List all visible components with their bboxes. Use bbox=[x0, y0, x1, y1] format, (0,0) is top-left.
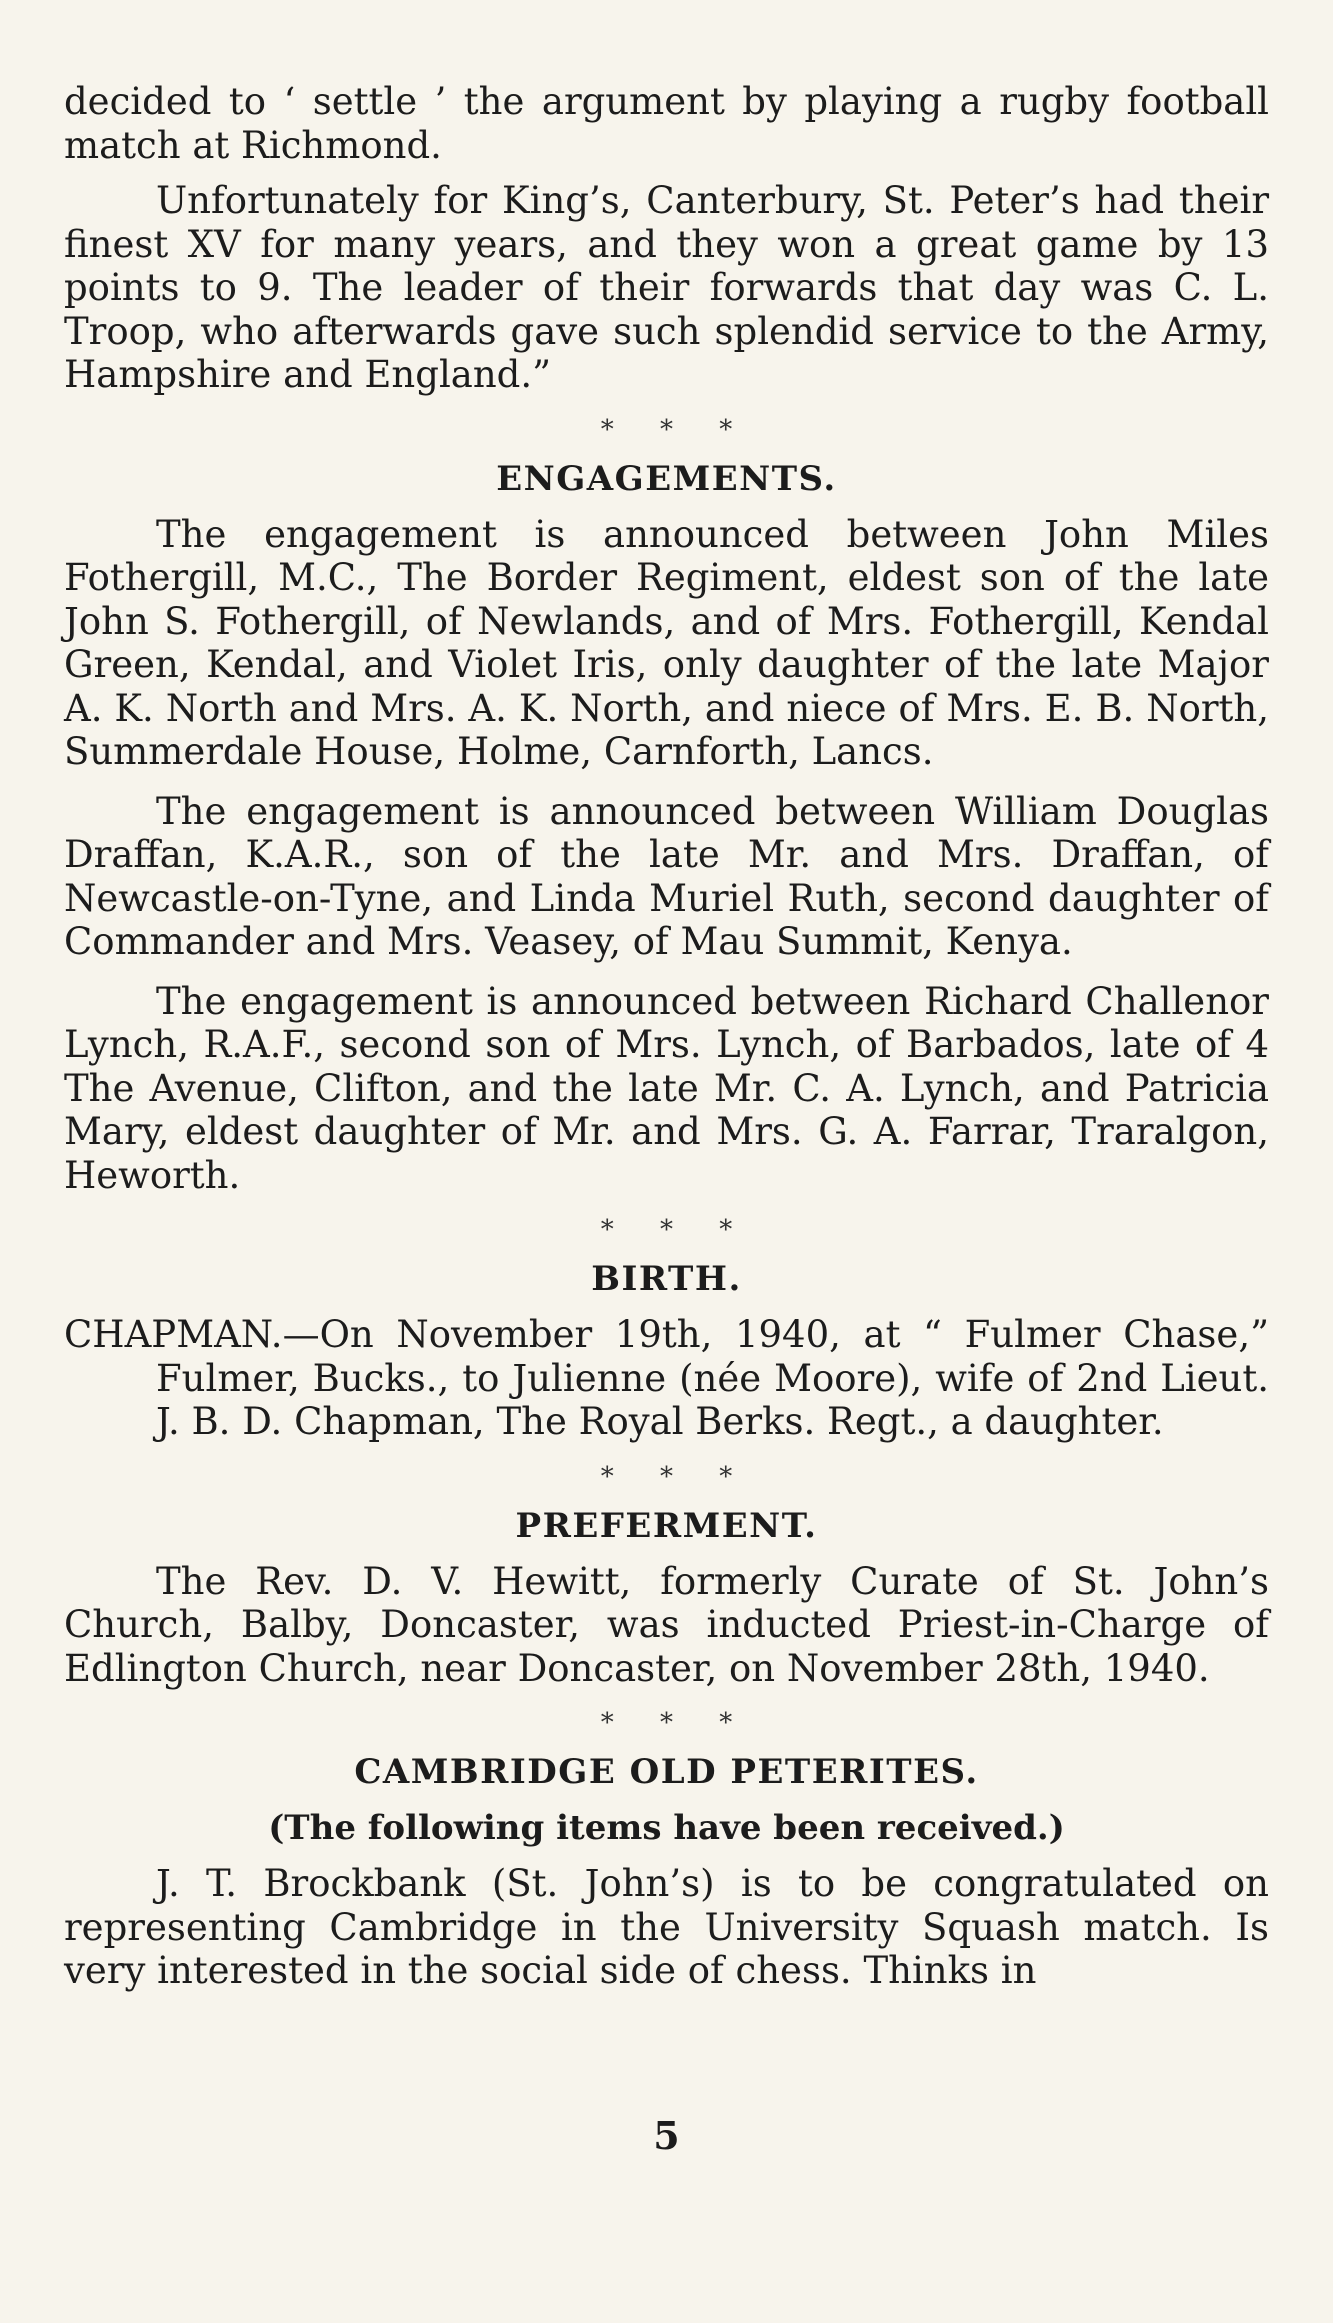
section-separator: * * * bbox=[600, 414, 733, 445]
intro-paragraph-rugby-match: Unfortunately for King’s, Canterbury, St. Peter’s had their finest XV for many years, and they won a great game by 13 points to 9. The leader of their forwards that day was C. L. Troop, who afterwards gave such splendid service to the Army, Hampshire and England.” bbox=[64, 179, 1269, 396]
preferment-announcement: The Rev. D. V. Hewitt, formerly Curate of St. John’s Church, Balby, Doncaster, was inducted Priest-in-Charge of Edlington Church, near Doncaster, on November 28th, 1940. bbox=[64, 1559, 1269, 1690]
page-number: 5 bbox=[653, 2113, 680, 2158]
birth-announcement: CHAPMAN.—On November 19th, 1940, at “ Fulmer Chase,” Fulmer, Bucks., to Julienne (née Moore), wife of 2nd Lieut. J. B. D. Chapman, The Royal Berks. Regt., a daughter. bbox=[64, 1313, 1269, 1443]
intro-paragraph-continuation: decided to ‘ settle ’ the argument by playing a rugby football match at Richmond. bbox=[64, 80, 1269, 167]
section-separator: * * * bbox=[600, 1461, 733, 1492]
section-separator: * * * bbox=[600, 1708, 733, 1738]
engagement-draffan: The engagement is announced between William Douglas Draffan, K.A.R., son of the late Mr. and Mrs. Draffan, of Newcastle-on-Tyne, and Linda Muriel Ruth, second daughter of Commander and Mrs. Veasey, of Mau Summit, Kenya. bbox=[64, 789, 1269, 963]
cambridge-brockbank-paragraph: J. T. Brockbank (St. John’s) is to be congratulated on representing Cambridge in the University Squash match. Is very interested in the social side of chess. Thinks in bbox=[64, 1862, 1269, 1992]
engagement-lynch: The engagement is announced between Richard Challenor Lynch, R.A.F., second son of Mrs. Lynch, of Barbados, late of 4 The Avenue, Clifton, and the late Mr. C. A. Lynch, and Patricia Mary, eldest daughter of Mr. and Mrs. G. A. Farrar, Traralgon, Heworth. bbox=[64, 979, 1269, 1197]
birth-heading: BIRTH. bbox=[591, 1259, 742, 1299]
cambridge-note: (The following items have been received.) bbox=[268, 1808, 1065, 1848]
engagements-heading: ENGAGEMENTS. bbox=[496, 458, 837, 499]
section-separator: * * * bbox=[600, 1215, 733, 1245]
page-content bbox=[64, 80, 1269, 1993]
engagement-fothergill: The engagement is announced between John Miles Fothergill, M.C., The Border Regiment, eldest son of the late John S. Fothergill, of Newlands, and of Mrs. Fothergill, Kendal Green, Kendal, and Violet Iris, only daughter of the late Major A. K. North and Mrs. A. K. North, and niece of Mrs. E. B. North, Summerdale House, Holme, Carnforth, Lancs. bbox=[64, 512, 1269, 773]
preferment-heading: PREFERMENT. bbox=[515, 1505, 818, 1546]
cambridge-heading: CAMBRIDGE OLD PETERITES. bbox=[354, 1752, 979, 1792]
